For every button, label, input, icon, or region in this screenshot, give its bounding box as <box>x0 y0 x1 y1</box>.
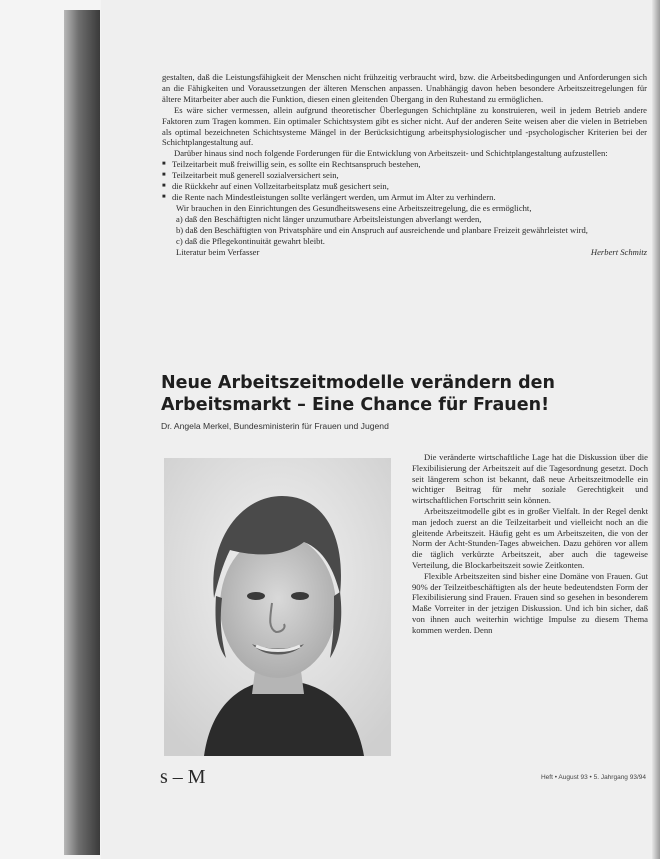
list-item: c) daß die Pflegekontinuität gewahrt bleibt. <box>176 235 325 246</box>
paragraph: Arbeitszeitmodelle gibt es in großer Vielfalt. In der Regel denkt man jedoch zuerst an die Teilzeitarbeit und vielleicht noch an die gleitende Arbeitszeit. Häufig geht es um Arbeitszeiten, die von der Norm der Acht-Stunden-Tages abweichen. Dazu gehören vor allem die täglich verkürzte Arbeitszeit, aber auch die tageweise Verteilung, die Blockarbeitszeit sowie Zeitkonten. <box>412 505 648 570</box>
list-item: ■ die Rückkehr auf einen Vollzeitarbeitsplatz muß gesichert sein, <box>162 181 647 192</box>
article-byline: Dr. Angela Merkel, Bundesministerin für Frauen und Jugend <box>161 421 389 431</box>
article-body-column <box>412 452 648 636</box>
closing-intro: Wir brauchen in den Einrichtungen des Gesundheitswesens eine Arbeitszeitregelung, die es ermöglicht, <box>176 202 532 213</box>
signature-row <box>162 247 647 258</box>
list-item: ■ Teilzeitarbeit muß freiwillig sein, es sollte ein Rechtsanspruch bestehen, <box>162 159 647 170</box>
portrait-photo <box>164 458 391 756</box>
list-item: b) daß den Beschäftigten von Privatsphäre und ein Anspruch auf ausreichende und planbare Freizeit gewährleistet wird, <box>176 224 588 235</box>
author-signature: Herbert Schmitz <box>590 246 647 257</box>
page-marker: s – M <box>160 766 206 788</box>
journal-reference: Heft • August 93 • 5. Jahrgang 93/94 <box>540 774 646 781</box>
page-edge-shadow <box>652 0 660 859</box>
list-item: ■ die Rente nach Mindestleistungen sollte verlängert werden, um Armut im Alter zu verhindern. <box>162 192 647 203</box>
binding-gutter <box>64 10 100 855</box>
previous-article-continuation <box>162 72 647 257</box>
paragraph: Flexible Arbeitszeiten sind bisher eine Domäne von Frauen. Gut 90% der Teilzeitbeschäftigten als der heute bedeutendsten Form der Flexibilisierung sind Frauen. Frauen sind so gesehen in besonderem Maße Vorreiter in der jetzigen Diskussion. Und ich bin sicher, daß von ihnen auch weiterhin wichtige Impulse zu diesem Thema kommen werden. Denn <box>412 570 648 635</box>
list-item: ■ Teilzeitarbeit muß generell sozialversichert sein, <box>162 170 647 181</box>
list-item: a) daß den Beschäftigten nicht länger unzumutbare Arbeitsleistungen abverlangt werden, <box>176 213 482 224</box>
paragraph: Es wäre sicher vermessen, allein aufgrund theoretischer Überlegungen Schichtpläne zu konstruieren, weil in jedem Betrieb andere Faktoren zum Tragen kommen. Ein optimaler Schichtsystem gibt es sicher nicht. Auf der anderen Seite weisen aber die vielen in Betrieben als optimal bezeichneten Schichtsysteme Mängel in der Berücksichtigung arbeitsphysiologischer und -psychologischer Kriterien bei der Schichtplangestaltung auf. <box>162 104 647 148</box>
scanned-page <box>101 0 652 859</box>
paragraph: gestalten, daß die Leistungsfähigkeit der Menschen nicht frühzeitig verbraucht wird, bzw. die Arbeitsbedingungen und Anforderungen sich an die Fähigkeiten und Voraussetzungen der älteren Menschen anpassen. Unabhängig davon heben besondere Arbeitszeitregelungen für ältere Mitarbeiter aber auch die Funktion, diesen einen gleitenden Übergang in den Ruhestand zu ermöglichen. <box>162 72 647 104</box>
article-headline: Neue Arbeitszeitmodelle verändern den Arbeitsmarkt – Eine Chance für Frauen! <box>161 373 555 415</box>
paragraph: Darüber hinaus sind noch folgende Forderungen für die Entwicklung von Arbeitszeit- und Schichtplangestaltung aufzustellen: <box>174 148 608 159</box>
paragraph: Die veränderte wirtschaftliche Lage hat die Diskussion über die Flexibilisierung der Arbeitszeit auf die Tagesordnung gesetzt. Doch seit längerem schon ist bekannt, daß neue Arbeitszeitmodelle ein wichtiger Beitrag für mehr soziale Gerechtigkeit und wirtschaftlichen Fortschritt sein können. <box>412 452 648 506</box>
literature-note: Literatur beim Verfasser <box>176 246 260 257</box>
demands-list <box>162 159 647 203</box>
portrait-image <box>164 458 391 756</box>
